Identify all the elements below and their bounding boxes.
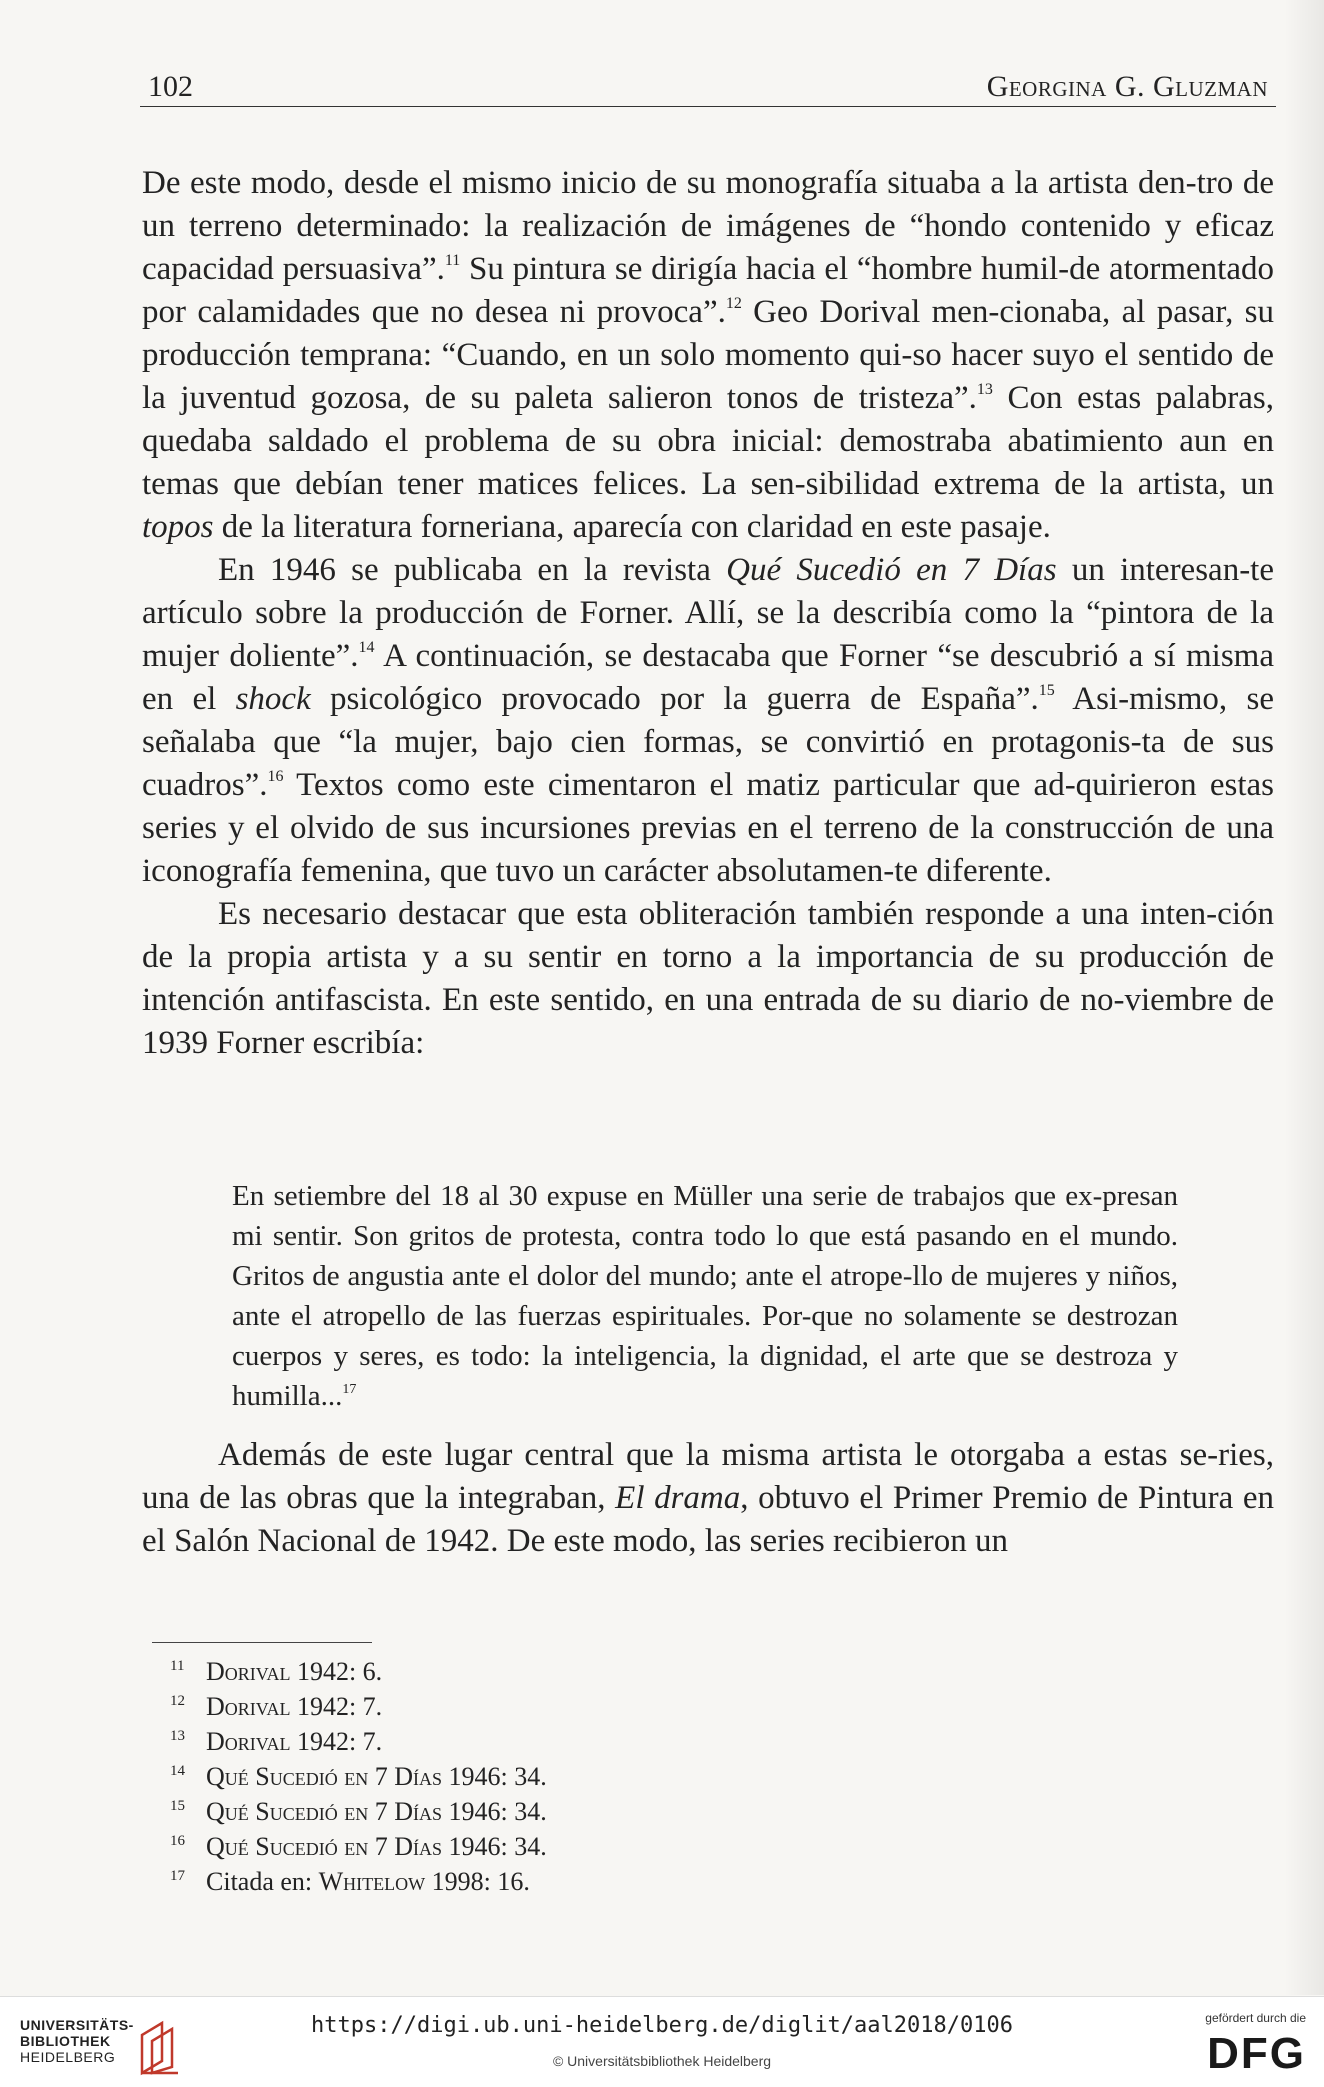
library-name-line2: BIBLIOTHEK [20,2033,111,2049]
library-name-line3: HEIDELBERG [20,2049,116,2065]
term-shock: shock [235,681,311,717]
main-text [142,162,1274,1065]
footnote-ref-15[interactable]: 15 [1038,682,1055,699]
paragraph-1: De este modo, desde el mismo inicio de su monografía situaba a la artista den-tro de un terreno determinado: la realización de imágenes de “hondo contenido y eficaz capacidad persuasiva”.$^{11}$ Su pintura se dirigía hacia el “hombre humil-de atormentado por calamidades que no desea ni provoca”.$^{12}$ Geo Dorival men-cionaba, al pasar, su producción temprana: “Cuando, en un solo momento qui-so hacer suyo el sentido de la juventud gozosa, de su paleta salieron tonos de tristeza”.$^{13}$ Con estas palabras, quedaba saldado el problema de su obra inicial: demostraba abatimiento aun en temas que debían tener matices felices. La sen-sibilidad extrema de la artista, un topos de la literatura forneriana, aparecía con claridad en este pasaje. [142,165,1274,545]
footnote-ref-16[interactable]: 16 [267,768,284,785]
paragraph-4: Además de este lugar central que la misma artista le otorgaba a estas se-ries, una de las obras que la integraban, El drama, obtuvo el Primer Premio de Pintura en el Salón Nacional de 1942. De este modo, las series recibieron un [142,1437,1274,1559]
magazine-title: Qué Sucedió en 7 Días [726,552,1057,588]
main-text-continued [142,1434,1274,1563]
page-number: 102 [148,70,193,103]
page-edge-shadow [1284,0,1324,1995]
term-topos: topos [142,509,214,545]
footnote-ref-12[interactable]: 12 [725,295,742,312]
footnote-ref-14[interactable]: 14 [358,639,375,656]
footnote-ref-13[interactable]: 13 [976,381,993,398]
document-url-link[interactable]: https://digi.ub.uni-heidelberg.de/diglit/aal2018/0106 [311,2013,1013,2038]
footnote-divider [152,1642,372,1643]
dfg-wordmark: DFG [1207,2029,1306,2078]
footnote-ref-17[interactable]: 17 [342,1382,357,1397]
footnote-14: 14 Qué Sucedió en 7 Días 1946: 34. [170,1762,547,1791]
funder-label: gefördert durch die [1205,2011,1306,2025]
copyright-notice: © Universitätsbibliothek Heidelberg [552,2053,772,2069]
footnote-11: 11 Dorival 1942: 6. [170,1657,383,1686]
footnote-16: 16 Qué Sucedió en 7 Días 1946: 34. [170,1832,547,1861]
footnote-ref-11[interactable]: 11 [444,252,461,269]
dfg-logo[interactable] [1206,2011,1306,2077]
running-head: Georgina G. Gluzman [986,70,1268,103]
footnotes [170,1654,1070,1899]
page-header [140,66,1276,107]
library-name-line1: UNIVERSITÄTS- [20,2017,134,2033]
paragraph-3: Es necesario destacar que esta obliteración también responde a una inten-ción de la propia artista y a su sentir en torno a la importancia de su producción de intención antifascista. En este sentido, en una entrada de su diario de no-viembre de 1939 Forner escribía: [142,896,1274,1061]
footnote-12: 12 Dorival 1942: 7. [170,1692,383,1721]
digitization-footer [0,1996,1324,2087]
block-quote: En setiembre del 18 al 30 expuse en Müller una serie de trabajos que ex-presan mi sentir. Son gritos de protesta, contra todo lo que está pasando en el mundo. Gritos de angustia ante el dolor del mundo; ante el atrope-llo de mujeres y niños, ante el atropello de las fuerzas espirituales. Por-que no solamente se destrozan cuerpos y seres, es todo: la inteligencia, la dignidad, el arte que se destroza y humilla...$^{17}$ [232,1180,1178,1412]
footnote-13: 13 Dorival 1942: 7. [170,1727,383,1756]
paragraph-2: En 1946 se publicaba en la revista Qué Sucedió en 7 Días un interesan-te artículo sobre la producción de Forner. Allí, se la describía como la “pintora de la mujer doliente”.$^{14}$ A continuación, se destacaba que Forner “se descubrió a sí misma en el shock psicológico provocado por la guerra de España”.$^{15}$ Asi-mismo, se señalaba que “la mujer, bajo cien formas, se convirtió en protagonis-ta de sus cuadros”.$^{16}$ Textos como este cimentaron el matiz particular que ad-quirieron estas series y el olvido de sus incursiones previas en el terreno de la construcción de una iconografía femenina, que tuvo un carácter absolutamen-te diferente. [142,552,1274,889]
footnote-17: 17 Citada en: Whitelow 1998: 16. [170,1867,530,1896]
footnote-15: 15 Qué Sucedió en 7 Días 1946: 34. [170,1797,547,1826]
artwork-title: El drama [615,1480,741,1516]
